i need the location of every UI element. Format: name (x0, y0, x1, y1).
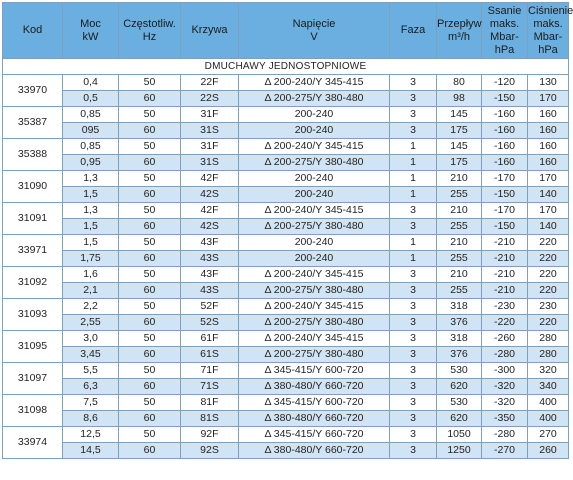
table-row (3, 283, 569, 299)
ssanie-cell: -150 (482, 187, 528, 203)
krzywa-cell: 43F (181, 267, 239, 283)
faza-cell: 1 (390, 171, 437, 187)
napiecie-cell: Δ 345-415/Y 600-720 (239, 363, 390, 379)
krzywa-cell: 52F (181, 299, 239, 315)
ssanie-cell: -280 (482, 347, 528, 363)
napiecie-cell: Δ 200-275/Y 380-480 (239, 91, 390, 107)
przeplyw-cell: 620 (437, 379, 482, 395)
cisnienie-cell: 230 (528, 299, 569, 315)
ssanie-cell: -120 (482, 75, 528, 91)
moc-cell: 1,5 (63, 235, 119, 251)
faza-cell: 3 (390, 107, 437, 123)
krzywa-cell: 31S (181, 155, 239, 171)
faza-cell: 3 (390, 315, 437, 331)
napiecie-cell: Δ 200-275/Y 380-480 (239, 155, 390, 171)
table-row (3, 363, 569, 379)
table-row (3, 203, 569, 219)
napiecie-cell: Δ 200-240/Y 345-415 (239, 299, 390, 315)
moc-cell: 0,5 (63, 91, 119, 107)
ssanie-cell: -160 (482, 107, 528, 123)
faza-cell: 3 (390, 123, 437, 139)
ssanie-cell: -210 (482, 267, 528, 283)
przeplyw-cell: 80 (437, 75, 482, 91)
moc-cell: 1,5 (63, 219, 119, 235)
napiecie-cell: Δ 200-240/Y 345-415 (239, 267, 390, 283)
faza-cell: 3 (390, 267, 437, 283)
przeplyw-cell: 210 (437, 171, 482, 187)
section-title: DMUCHAWY JEDNOSTOPNIOWE (3, 59, 569, 75)
czestotliwosc-cell: 50 (119, 171, 181, 187)
faza-cell: 3 (390, 283, 437, 299)
napiecie-cell: Δ 200-240/Y 345-415 (239, 203, 390, 219)
cisnienie-cell: 220 (528, 251, 569, 267)
przeplyw-cell: 530 (437, 395, 482, 411)
krzywa-cell: 52S (181, 315, 239, 331)
krzywa-cell: 22S (181, 91, 239, 107)
ssanie-cell: -270 (482, 443, 528, 459)
table-row (3, 315, 569, 331)
napiecie-cell: Δ 200-275/Y 380-480 (239, 315, 390, 331)
cisnienie-cell: 220 (528, 235, 569, 251)
czestotliwosc-cell: 60 (119, 123, 181, 139)
czestotliwosc-cell: 60 (119, 347, 181, 363)
moc-cell: 2,1 (63, 283, 119, 299)
cisnienie-cell: 270 (528, 427, 569, 443)
czestotliwosc-cell: 50 (119, 267, 181, 283)
krzywa-cell: 42F (181, 203, 239, 219)
czestotliwosc-cell: 50 (119, 235, 181, 251)
cisnienie-cell: 170 (528, 171, 569, 187)
product-code-cell: 31091 (3, 203, 63, 235)
przeplyw-cell: 210 (437, 235, 482, 251)
ssanie-cell: -260 (482, 331, 528, 347)
czestotliwosc-cell: 50 (119, 139, 181, 155)
przeplyw-cell: 318 (437, 331, 482, 347)
napiecie-cell: 200-240 (239, 187, 390, 203)
moc-cell: 1,3 (63, 203, 119, 219)
moc-cell: 3,45 (63, 347, 119, 363)
napiecie-cell: Δ 200-275/Y 380-480 (239, 347, 390, 363)
przeplyw-cell: 175 (437, 155, 482, 171)
table-row (3, 267, 569, 283)
ssanie-cell: -210 (482, 251, 528, 267)
moc-cell: 3,0 (63, 331, 119, 347)
table-row (3, 219, 569, 235)
header-faza: Faza (390, 3, 437, 59)
przeplyw-cell: 1250 (437, 443, 482, 459)
table-body (3, 59, 569, 459)
header-ssanie: Ssanie maks. Mbar-hPa (482, 3, 528, 59)
napiecie-cell: Δ 380-480/Y 660-720 (239, 411, 390, 427)
faza-cell: 3 (390, 363, 437, 379)
przeplyw-cell: 175 (437, 123, 482, 139)
krzywa-cell: 61S (181, 347, 239, 363)
table-row (3, 107, 569, 123)
table-row (3, 347, 569, 363)
moc-cell: 6,3 (63, 379, 119, 395)
cisnienie-cell: 400 (528, 411, 569, 427)
faza-cell: 3 (390, 347, 437, 363)
ssanie-cell: -160 (482, 155, 528, 171)
czestotliwosc-cell: 60 (119, 91, 181, 107)
krzywa-cell: 81S (181, 411, 239, 427)
moc-cell: 5,5 (63, 363, 119, 379)
header-kod: Kod (3, 3, 63, 59)
header-cisnienie: Ciśnienie maks. Mbar-hPa (528, 3, 569, 59)
ssanie-cell: -150 (482, 91, 528, 107)
product-code-cell: 31093 (3, 299, 63, 331)
faza-cell: 3 (390, 299, 437, 315)
moc-cell: 1,6 (63, 267, 119, 283)
napiecie-cell: Δ 200-275/Y 380-480 (239, 219, 390, 235)
moc-cell: 2,2 (63, 299, 119, 315)
napiecie-cell: Δ 200-240/Y 345-415 (239, 75, 390, 91)
faza-cell: 3 (390, 395, 437, 411)
czestotliwosc-cell: 50 (119, 363, 181, 379)
product-code-cell: 33970 (3, 75, 63, 107)
przeplyw-cell: 255 (437, 219, 482, 235)
moc-cell: 0,85 (63, 107, 119, 123)
header-krzywa: Krzywa (181, 3, 239, 59)
czestotliwosc-cell: 50 (119, 203, 181, 219)
faza-cell: 3 (390, 75, 437, 91)
faza-cell: 1 (390, 251, 437, 267)
czestotliwosc-cell: 50 (119, 331, 181, 347)
przeplyw-cell: 145 (437, 139, 482, 155)
table-row (3, 139, 569, 155)
faza-cell: 1 (390, 139, 437, 155)
cisnienie-cell: 340 (528, 379, 569, 395)
product-code-cell: 33971 (3, 235, 63, 267)
cisnienie-cell: 160 (528, 155, 569, 171)
krzywa-cell: 71F (181, 363, 239, 379)
faza-cell: 1 (390, 235, 437, 251)
table-row (3, 75, 569, 91)
table-row (3, 123, 569, 139)
moc-cell: 1,5 (63, 187, 119, 203)
product-code-cell: 31095 (3, 331, 63, 363)
napiecie-cell: Δ 345-415/Y 660-720 (239, 427, 390, 443)
cisnienie-cell: 260 (528, 443, 569, 459)
przeplyw-cell: 1050 (437, 427, 482, 443)
faza-cell: 1 (390, 155, 437, 171)
krzywa-cell: 31S (181, 123, 239, 139)
przeplyw-cell: 620 (437, 411, 482, 427)
table-row (3, 395, 569, 411)
napiecie-cell: Δ 380-480/Y 660-720 (239, 379, 390, 395)
ssanie-cell: -220 (482, 315, 528, 331)
product-spec-table-container (2, 2, 573, 459)
moc-cell: 7,5 (63, 395, 119, 411)
cisnienie-cell: 280 (528, 331, 569, 347)
krzywa-cell: 42S (181, 219, 239, 235)
ssanie-cell: -230 (482, 299, 528, 315)
cisnienie-cell: 220 (528, 283, 569, 299)
przeplyw-cell: 98 (437, 91, 482, 107)
product-code-cell: 31092 (3, 267, 63, 299)
table-header-row (3, 3, 569, 59)
table-row (3, 91, 569, 107)
czestotliwosc-cell: 60 (119, 155, 181, 171)
section-row (3, 59, 569, 75)
blower-spec-table (2, 2, 573, 459)
czestotliwosc-cell: 60 (119, 443, 181, 459)
czestotliwosc-cell: 50 (119, 427, 181, 443)
krzywa-cell: 31F (181, 107, 239, 123)
ssanie-cell: -160 (482, 123, 528, 139)
moc-cell: 2,55 (63, 315, 119, 331)
przeplyw-cell: 210 (437, 267, 482, 283)
moc-cell: 12,5 (63, 427, 119, 443)
czestotliwosc-cell: 60 (119, 219, 181, 235)
czestotliwosc-cell: 60 (119, 187, 181, 203)
krzywa-cell: 43S (181, 283, 239, 299)
krzywa-cell: 43F (181, 235, 239, 251)
czestotliwosc-cell: 60 (119, 379, 181, 395)
przeplyw-cell: 210 (437, 203, 482, 219)
table-row (3, 187, 569, 203)
cisnienie-cell: 280 (528, 347, 569, 363)
ssanie-cell: -170 (482, 171, 528, 187)
ssanie-cell: -280 (482, 427, 528, 443)
table-row (3, 411, 569, 427)
table-row (3, 299, 569, 315)
przeplyw-cell: 318 (437, 299, 482, 315)
faza-cell: 3 (390, 203, 437, 219)
napiecie-cell: Δ 200-275/Y 380-480 (239, 283, 390, 299)
moc-cell: 14,5 (63, 443, 119, 459)
ssanie-cell: -320 (482, 395, 528, 411)
faza-cell: 3 (390, 379, 437, 395)
faza-cell: 1 (390, 187, 437, 203)
cisnienie-cell: 320 (528, 363, 569, 379)
ssanie-cell: -320 (482, 379, 528, 395)
ssanie-cell: -210 (482, 235, 528, 251)
czestotliwosc-cell: 50 (119, 75, 181, 91)
table-row (3, 443, 569, 459)
krzywa-cell: 61F (181, 331, 239, 347)
przeplyw-cell: 145 (437, 107, 482, 123)
faza-cell: 3 (390, 331, 437, 347)
product-code-cell: 31098 (3, 395, 63, 427)
przeplyw-cell: 376 (437, 315, 482, 331)
ssanie-cell: -150 (482, 219, 528, 235)
header-przeplyw: Przepływ m³/h (437, 3, 482, 59)
cisnienie-cell: 160 (528, 123, 569, 139)
table-row (3, 235, 569, 251)
krzywa-cell: 42F (181, 171, 239, 187)
przeplyw-cell: 530 (437, 363, 482, 379)
ssanie-cell: -210 (482, 283, 528, 299)
moc-cell: 0,95 (63, 155, 119, 171)
krzywa-cell: 22F (181, 75, 239, 91)
moc-cell: 8,6 (63, 411, 119, 427)
table-row (3, 379, 569, 395)
faza-cell: 3 (390, 427, 437, 443)
ssanie-cell: -350 (482, 411, 528, 427)
cisnienie-cell: 220 (528, 315, 569, 331)
cisnienie-cell: 170 (528, 91, 569, 107)
czestotliwosc-cell: 60 (119, 315, 181, 331)
product-code-cell: 33974 (3, 427, 63, 459)
product-code-cell: 31090 (3, 171, 63, 203)
moc-cell: 0,4 (63, 75, 119, 91)
moc-cell: 1,3 (63, 171, 119, 187)
moc-cell: 095 (63, 123, 119, 139)
przeplyw-cell: 255 (437, 251, 482, 267)
cisnienie-cell: 160 (528, 107, 569, 123)
header-napiecie: Napięcie V (239, 3, 390, 59)
napiecie-cell: Δ 345-415/Y 600-720 (239, 395, 390, 411)
cisnienie-cell: 160 (528, 139, 569, 155)
ssanie-cell: -170 (482, 203, 528, 219)
krzywa-cell: 81F (181, 395, 239, 411)
header-moc: Moc kW (63, 3, 119, 59)
krzywa-cell: 42S (181, 187, 239, 203)
table-row (3, 171, 569, 187)
napiecie-cell: 200-240 (239, 171, 390, 187)
krzywa-cell: 43S (181, 251, 239, 267)
table-row (3, 427, 569, 443)
ssanie-cell: -160 (482, 139, 528, 155)
czestotliwosc-cell: 60 (119, 283, 181, 299)
krzywa-cell: 92S (181, 443, 239, 459)
cisnienie-cell: 140 (528, 187, 569, 203)
krzywa-cell: 92F (181, 427, 239, 443)
cisnienie-cell: 220 (528, 267, 569, 283)
ssanie-cell: -300 (482, 363, 528, 379)
napiecie-cell: Δ 200-240/Y 345-415 (239, 139, 390, 155)
table-row (3, 331, 569, 347)
czestotliwosc-cell: 50 (119, 395, 181, 411)
table-row (3, 155, 569, 171)
czestotliwosc-cell: 60 (119, 251, 181, 267)
faza-cell: 3 (390, 91, 437, 107)
napiecie-cell: 200-240 (239, 123, 390, 139)
product-code-cell: 35387 (3, 107, 63, 139)
faza-cell: 3 (390, 411, 437, 427)
cisnienie-cell: 170 (528, 203, 569, 219)
product-code-cell: 31097 (3, 363, 63, 395)
krzywa-cell: 71S (181, 379, 239, 395)
faza-cell: 3 (390, 443, 437, 459)
faza-cell: 3 (390, 219, 437, 235)
przeplyw-cell: 255 (437, 187, 482, 203)
cisnienie-cell: 130 (528, 75, 569, 91)
czestotliwosc-cell: 60 (119, 411, 181, 427)
napiecie-cell: Δ 200-240/Y 345-415 (239, 331, 390, 347)
przeplyw-cell: 255 (437, 283, 482, 299)
moc-cell: 0,85 (63, 139, 119, 155)
napiecie-cell: Δ 380-480/Y 660-720 (239, 443, 390, 459)
header-czestotliwosc: Częstotliw. Hz (119, 3, 181, 59)
czestotliwosc-cell: 50 (119, 299, 181, 315)
napiecie-cell: 200-240 (239, 107, 390, 123)
napiecie-cell: 200-240 (239, 251, 390, 267)
czestotliwosc-cell: 50 (119, 107, 181, 123)
napiecie-cell: 200-240 (239, 235, 390, 251)
table-row (3, 251, 569, 267)
cisnienie-cell: 140 (528, 219, 569, 235)
moc-cell: 1,75 (63, 251, 119, 267)
product-code-cell: 35388 (3, 139, 63, 171)
krzywa-cell: 31F (181, 139, 239, 155)
przeplyw-cell: 376 (437, 347, 482, 363)
cisnienie-cell: 400 (528, 395, 569, 411)
